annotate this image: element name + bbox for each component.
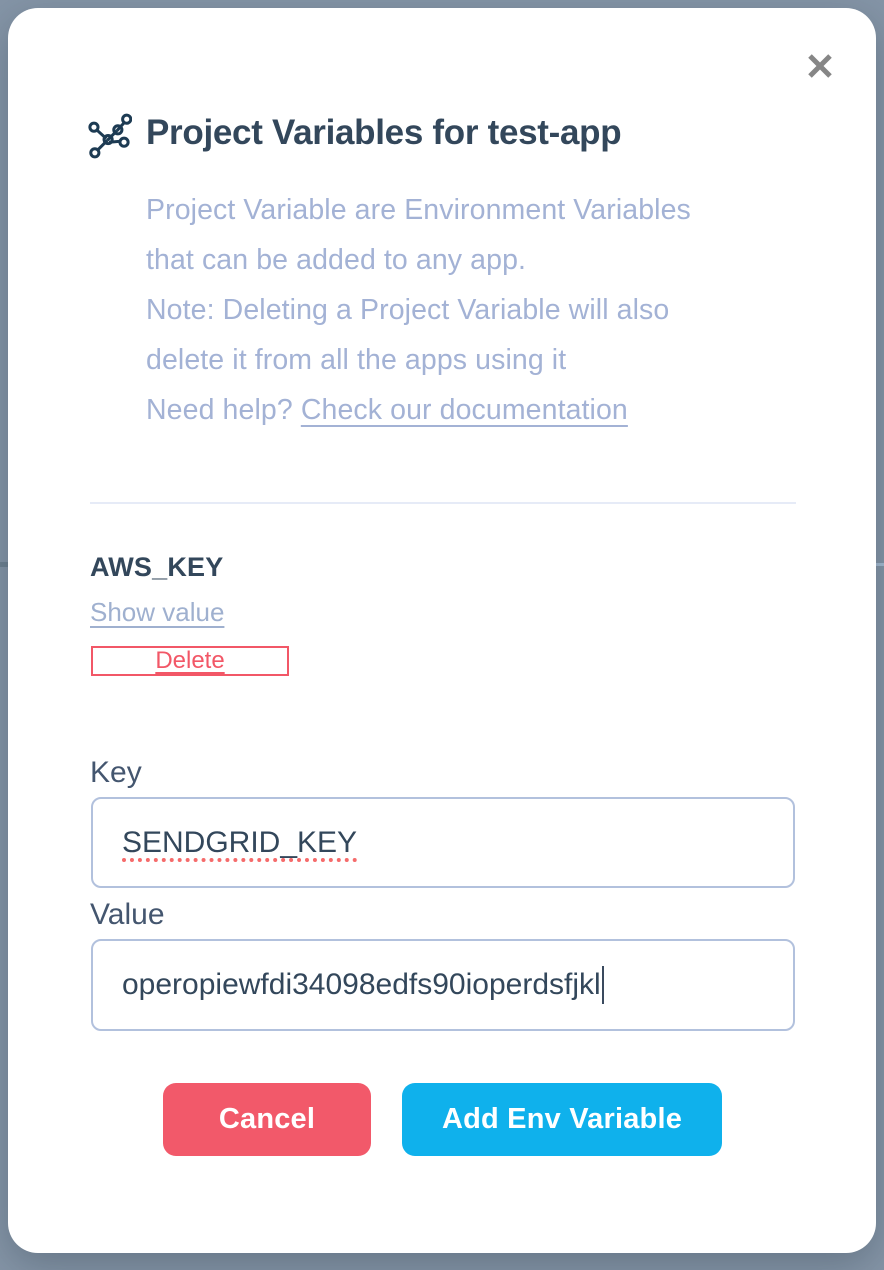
- help-prefix: Need help?: [146, 394, 301, 426]
- description-line: Project Variable are Environment Variables: [146, 194, 691, 226]
- modal-title: Project Variables for test-app: [146, 113, 622, 152]
- description-line: Note: Deleting a Project Variable will also: [146, 294, 670, 326]
- background-artifact-line-right: [876, 563, 884, 566]
- modal-description: [146, 185, 691, 435]
- text-caret: [602, 966, 605, 1004]
- key-input[interactable]: [91, 797, 795, 888]
- key-input-value: SENDGRID_KEY: [122, 825, 358, 859]
- help-line: [146, 385, 691, 435]
- existing-variable-name: AWS_KEY: [90, 552, 224, 582]
- description-line: delete it from all the apps using it: [146, 344, 567, 376]
- cancel-button[interactable]: Cancel: [163, 1083, 371, 1156]
- value-field-label: Value: [90, 898, 165, 931]
- background-artifact-line-left: [0, 562, 8, 567]
- project-variables-modal: [8, 8, 876, 1253]
- documentation-link[interactable]: Check our documentation: [300, 394, 628, 426]
- show-value-link[interactable]: Show value: [90, 597, 225, 627]
- value-input-value: operopiewfdi34098edfs90ioperdsfjkl: [122, 968, 601, 1001]
- add-env-variable-button[interactable]: Add Env Variable: [402, 1083, 722, 1156]
- delete-button-label: Delete: [155, 647, 225, 674]
- description-line: that can be added to any app.: [146, 244, 527, 276]
- key-field-label: Key: [90, 756, 142, 789]
- value-input[interactable]: [91, 939, 795, 1031]
- delete-variable-button[interactable]: [91, 646, 289, 676]
- close-button[interactable]: [800, 48, 840, 88]
- section-divider: [90, 502, 796, 504]
- close-x-icon: [803, 49, 837, 88]
- graph-nodes-icon: [86, 110, 132, 162]
